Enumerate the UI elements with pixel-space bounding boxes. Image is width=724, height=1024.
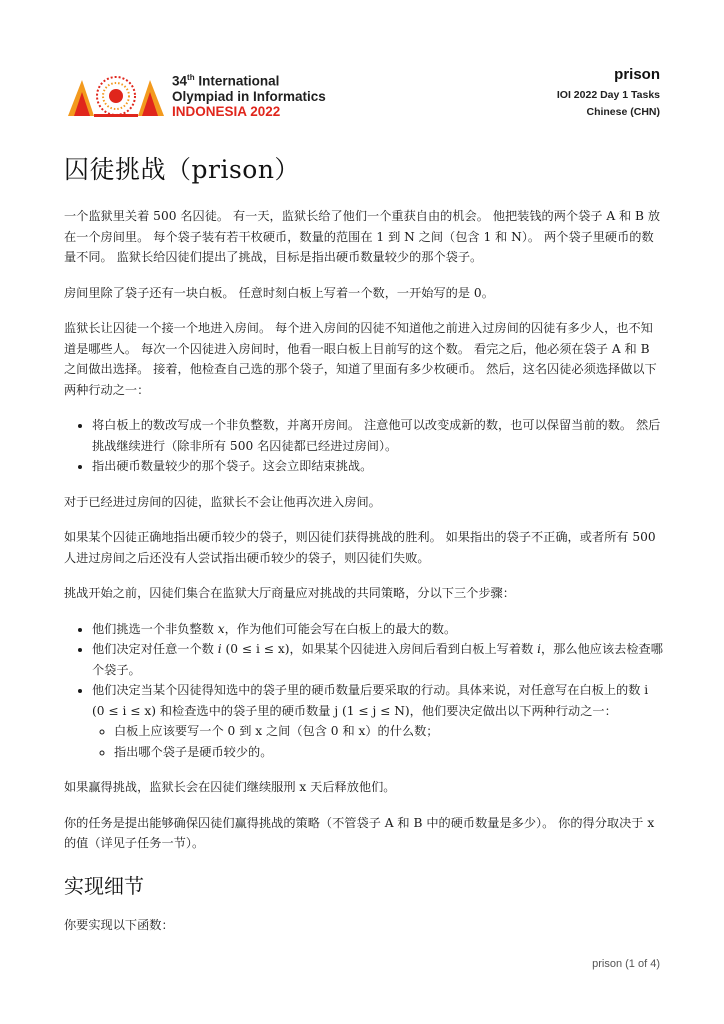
sub-list-item: ◦ 指出哪个袋子是硬币较少的。 (114, 742, 664, 763)
list-item: • 指出硬币数量较少的那个袋子。这会立即结束挑战。 (92, 456, 664, 477)
action-list (64, 415, 664, 477)
logo-line3: INDONESIA 2022 (172, 103, 281, 119)
step2-text: 他们决定对任意一个数 (92, 642, 218, 656)
logo-line1-sup: th (187, 73, 195, 82)
ioi-2022-logo (64, 66, 168, 120)
step2-text-mid: (0 ≤ i ≤ x)，如果某个囚徒进入房间后看到白板上写着数 (221, 642, 538, 656)
list-item (92, 680, 664, 762)
page-title: 囚徒挑战（prison） (64, 155, 300, 184)
section-title: 实现细节 (64, 873, 144, 898)
olympiad-logo-text (172, 70, 326, 119)
paragraph-task: 你的任务是提出能够确保囚徒们赢得挑战的策略（不管袋子 A 和 B 中的硬币数量是多少）。 你的得分取决于 x 的值（详见子任务一节）。 (64, 815, 655, 850)
list-item (92, 639, 664, 680)
logo-line2: Olympiad in Informatics (172, 88, 326, 104)
step2-text-end: ，那么他应该去检查哪个袋子。 (92, 642, 663, 677)
math-i: i (217, 642, 222, 656)
page-footer: prison (1 of 4) (592, 958, 660, 970)
step1-text: 他们挑选一个非负整数 (92, 621, 218, 636)
math-x: x (217, 621, 225, 636)
document-body (64, 150, 664, 950)
language-label: Chinese (CHN) (586, 106, 660, 118)
logo-line1: 34 (172, 73, 188, 89)
paragraph-no-reentry: 对于已经进过房间的囚徒，监狱长不会让他再次进入房间。 (64, 494, 381, 509)
task-meta (557, 66, 660, 121)
sub-action-list (92, 721, 664, 762)
step1-text-end: ，作为他们可能会写在白板上的最大的数。 (224, 621, 457, 636)
step3-text: 他们决定当某个囚徒得知选中的袋子里的硬币数量后要采取的行动。具体来说，对任意写在白板上的数 i (0 ≤ i ≤ x) 和检查选中的袋子里的硬币数量 j (1 ≤ j ≤ N)，他们要决定做出以下两种行动之一： (92, 683, 649, 718)
paragraph-win-condition: 如果某个囚徒正确地指出硬币较少的袋子，则囚徒们获得挑战的胜利。 如果指出的袋子不正确，或者所有 500 人进过房间之后还没有人尝试指出硬币较少的袋子，则囚徒们失败。 (64, 530, 656, 565)
sub-list-item: ◦ 白板上应该要写一个 0 到 x 之间（包含 0 和 x）的什么数； (114, 721, 664, 742)
list-item: • 将白板上的数改写成一个非负整数，并离开房间。 注意他可以改变成新的数，也可以保留当前的数。 然后挑战继续进行（除非所有 500 名囚徒都已经进过房间）。 (92, 415, 664, 456)
strategy-steps-list (64, 619, 664, 763)
paragraph-procedure: 监狱长让囚徒一个接一个地进入房间。 每个进入房间的囚徒不知道他之前进入过房间的囚徒有多少人，也不知道是哪些人。 每次一个囚徒进入房间时，他看一眼白板上目前写的这个数。 看完之后，他必须在袋子 A 和 B 之间做出选择。 接着，他检查自己选的那个袋子，知道了里面有多少枚硬币。 然后，这名囚徒必须选择做以下两种行动之一： (64, 321, 657, 397)
math-i: i (537, 642, 542, 656)
paragraph-implement: 你要实现以下函数： (64, 917, 174, 932)
list-item (92, 619, 664, 640)
task-name: prison (614, 66, 660, 83)
page-header (64, 66, 660, 126)
paragraph-whiteboard: 房间里除了袋子还有一块白板。 任意时刻白板上写着一个数，一开始写的是 0。 (64, 285, 494, 300)
paragraph-release: 如果赢得挑战，监狱长会在囚徒们继续服刑 x 天后释放他们。 (64, 780, 396, 794)
contest-name: IOI 2022 Day 1 Tasks (556, 89, 660, 101)
logo-line1-suffix: International (194, 73, 280, 89)
paragraph-strategy-intro: 挑战开始之前，囚徒们集合在监狱大厅商量应对挑战的共同策略，分以下三个步骤： (64, 586, 515, 600)
paragraph-intro: 一个监狱里关着 500 名囚徒。 有一天，监狱长给了他们一个重获自由的机会。 他把装钱的两个袋子 A 和 B 放在一个房间里。 每个袋子装有若干枚硬币，数量的范围在 1 到 N 之间（包含 1 和 N）。 两个袋子里硬币的数量不同。 监狱长给囚徒们提出了挑战，目标是指出硬币数量较少的那个袋子。 (64, 209, 661, 264)
